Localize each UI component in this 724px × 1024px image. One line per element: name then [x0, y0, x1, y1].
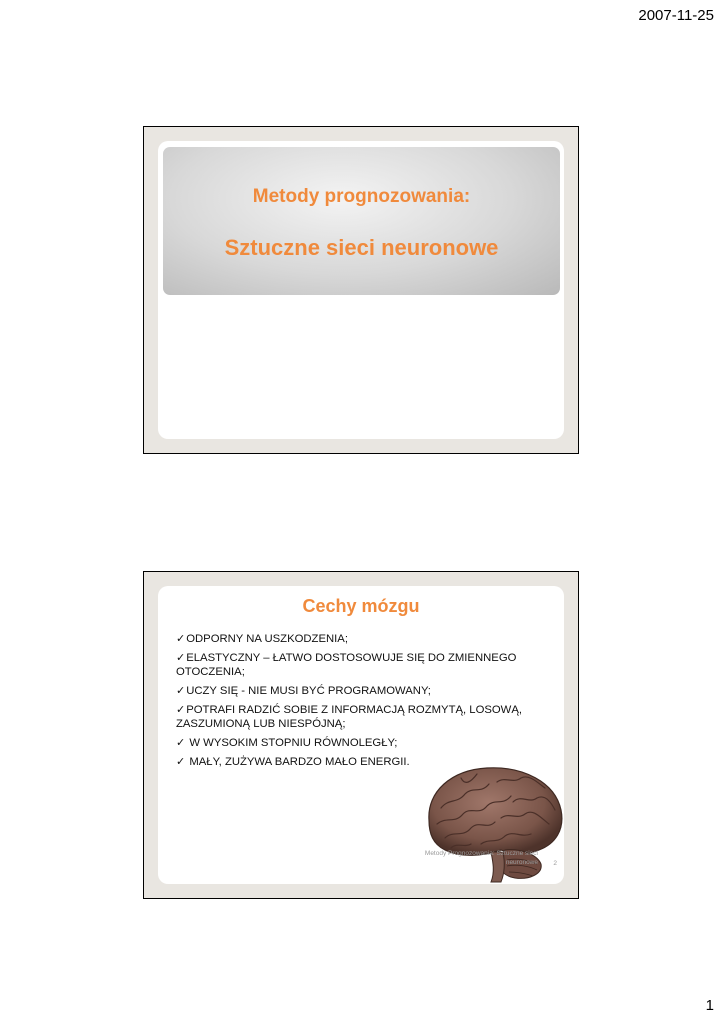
title-band — [163, 147, 560, 295]
checkmark-icon: ✓ — [176, 652, 186, 664]
checkmark-icon: ✓ — [176, 685, 186, 697]
slide-1 — [143, 126, 579, 454]
list-item-text: MAŁY, ZUŻYWA BARDZO MAŁO ENERGII. — [186, 756, 410, 768]
slide-1-canvas — [158, 141, 564, 439]
slide-number: 2 — [553, 860, 557, 867]
list-item — [176, 736, 536, 750]
slide-2-canvas — [158, 586, 564, 884]
feature-list — [176, 632, 536, 774]
list-item — [176, 703, 536, 731]
footer-line-1: Metody Prognozowania: Sztuczne sieci — [424, 850, 538, 857]
list-item — [176, 632, 536, 646]
slide-2-title: Cechy mózgu — [302, 596, 420, 616]
checkmark-icon: ✓ — [176, 737, 186, 749]
footer-line-2: neuronowe — [505, 859, 538, 866]
list-item-text: POTRAFI RADZIĆ SOBIE Z INFORMACJĄ ROZMYTĄ, LOSOWĄ, ZASZUMIONĄ LUB NIESPÓJNĄ; — [176, 704, 523, 730]
list-item — [176, 651, 536, 679]
page-number: 1 — [705, 997, 714, 1014]
slide-1-title-line2: Sztuczne sieci neuronowe — [224, 235, 499, 260]
slide-2 — [143, 571, 579, 899]
list-item — [176, 684, 536, 698]
slide-footer — [425, 849, 538, 867]
slide-1-title-line1: Metody prognozowania: — [252, 186, 471, 207]
list-item-text: ELASTYCZNY – ŁATWO DOSTOSOWUJE SIĘ DO ZMIENNEGO OTOCZENIA; — [176, 652, 517, 678]
checkmark-icon: ✓ — [176, 756, 186, 768]
list-item-text: ODPORNY NA USZKODZENIA; — [186, 633, 348, 645]
list-item-text: W WYSOKIM STOPNIU RÓWNOLEGŁY; — [186, 737, 398, 749]
checkmark-icon: ✓ — [176, 704, 186, 716]
list-item-text: UCZY SIĘ - NIE MUSI BYĆ PROGRAMOWANY; — [186, 685, 431, 697]
page-date: 2007-11-25 — [638, 7, 714, 24]
checkmark-icon: ✓ — [176, 633, 186, 645]
